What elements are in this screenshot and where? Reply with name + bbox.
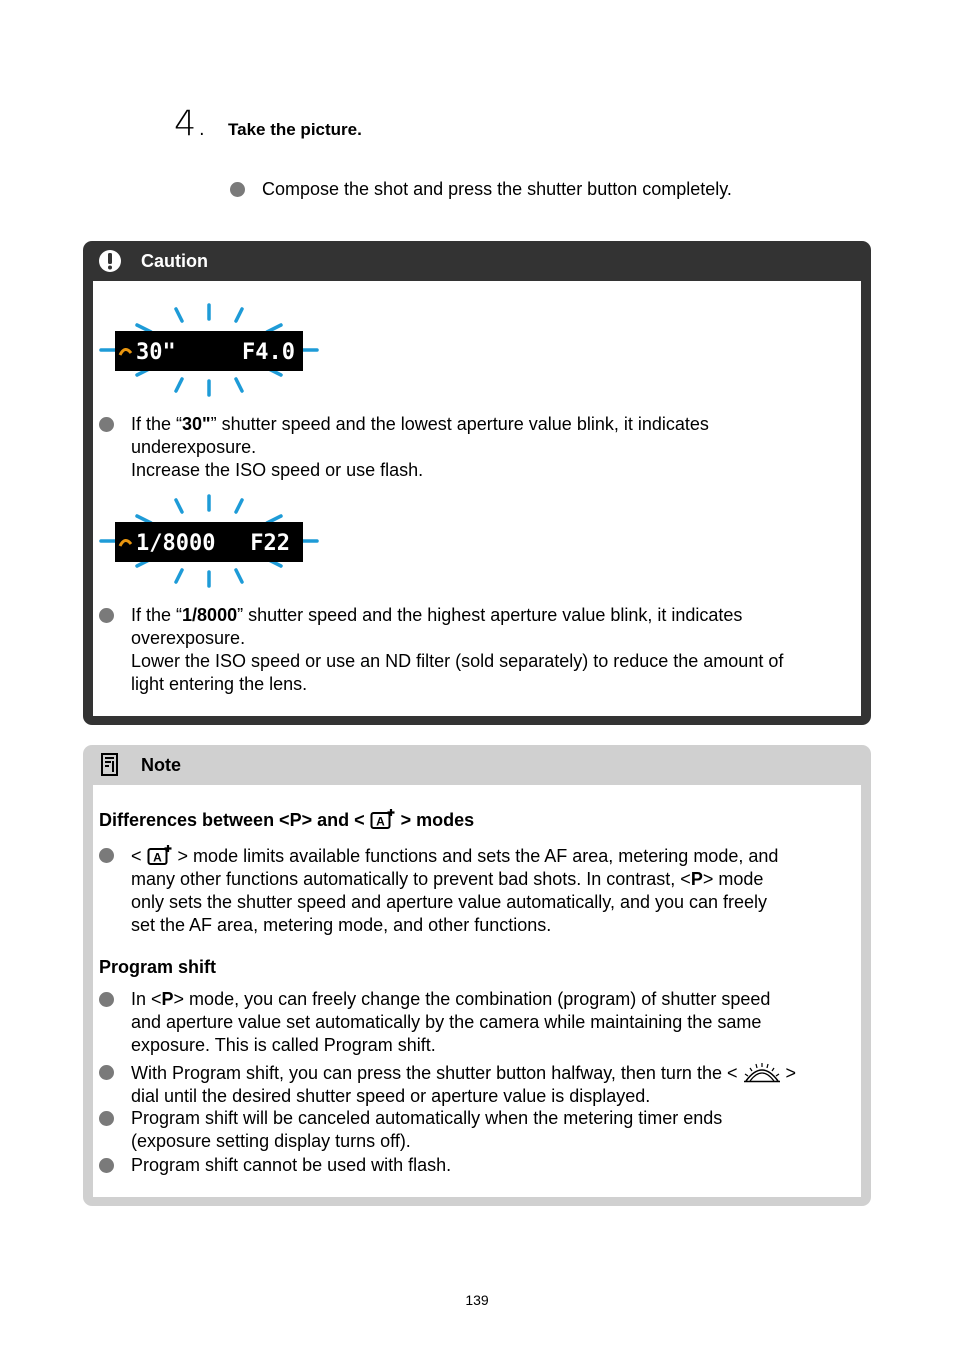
bullet-icon	[99, 417, 114, 432]
text: overexposure.	[131, 628, 246, 648]
bullet-icon	[99, 1065, 114, 1080]
text: dial until the desired shutter speed or aperture value is displayed.	[131, 1086, 651, 1106]
text: If the “	[131, 414, 183, 434]
caution-box	[83, 241, 871, 725]
text: light entering the lens.	[131, 674, 308, 694]
lcd-shutter-text: 30"	[136, 340, 176, 365]
text: >	[785, 1063, 797, 1083]
scene-intelligent-auto-icon	[147, 844, 173, 866]
note-body	[93, 785, 861, 1197]
note-item-flash	[99, 1154, 839, 1177]
svg-text:A: A	[375, 814, 385, 829]
note-header	[83, 745, 871, 785]
text: > mode, you can freely change the combination (program) of shutter speed	[173, 989, 771, 1009]
bullet-icon	[99, 608, 114, 623]
bullet-icon	[99, 1111, 114, 1126]
lcd-blink-underexposure	[97, 301, 319, 399]
shutter-value: 30"	[182, 414, 211, 434]
note-item-mode-differences	[99, 844, 839, 937]
text: > mode	[702, 869, 764, 889]
text: <	[131, 846, 142, 866]
text: Lower the ISO speed or use an ND filter (sold separately) to reduce the amount of	[131, 651, 784, 671]
text: ” shutter speed and the highest aperture value blink, it indicates	[237, 605, 743, 625]
note-item-cancel	[99, 1107, 839, 1153]
page-number: 139	[465, 1292, 489, 1308]
mode-letter: P	[690, 869, 703, 889]
caution-header	[83, 241, 871, 281]
caution-body	[93, 281, 861, 716]
text: set the AF area, metering mode, and other functions.	[131, 915, 552, 935]
note-box	[83, 745, 871, 1206]
lcd-blink-overexposure	[97, 492, 319, 590]
text: and aperture value set automatically by the camera while maintaining the same	[131, 1012, 762, 1032]
lcd-aperture-text: F4.0	[242, 340, 295, 365]
text: ” shutter speed and the lowest aperture value blink, it indicates	[210, 414, 709, 434]
step-number: 4.	[174, 104, 208, 144]
step-bullet-text: Compose the shot and press the shutter button completely.	[262, 179, 732, 199]
svg-text:A: A	[152, 850, 162, 865]
caution-item-underexposure	[99, 413, 839, 482]
caution-item-overexposure	[99, 604, 839, 696]
step-title: Take the picture.	[228, 120, 362, 139]
text: In <	[131, 989, 162, 1009]
text: > mode limits available functions and sets the AF area, metering mode, and	[177, 846, 779, 866]
section-heading-program-shift: Program shift	[99, 957, 217, 977]
bullet-icon	[99, 992, 114, 1007]
mode-letter: P	[161, 989, 174, 1009]
text: Differences between <P> and <	[99, 810, 365, 830]
bullet-icon	[230, 182, 245, 197]
text: With Program shift, you can press the shutter button halfway, then turn the <	[131, 1063, 738, 1083]
memo-icon	[97, 752, 123, 778]
text: > modes	[400, 810, 475, 830]
exclamation-icon	[97, 248, 123, 274]
lcd-aperture-text: F22	[250, 531, 290, 556]
step-bullet	[230, 179, 732, 200]
note-item-dial	[99, 1061, 839, 1108]
text: underexposure.	[131, 437, 257, 457]
text: many other functions automatically to prevent bad shots. In contrast, <	[131, 869, 691, 889]
text: exposure. This is called Program shift.	[131, 1035, 436, 1055]
lcd-shutter-text: 1/8000	[136, 531, 216, 556]
step-heading	[174, 104, 362, 144]
caution-title: Caution	[141, 250, 208, 271]
section-heading-differences	[99, 808, 474, 831]
text: (exposure setting display turns off).	[131, 1131, 411, 1151]
shutter-value: 1/8000	[182, 605, 238, 625]
note-title: Note	[141, 754, 181, 775]
text: Increase the ISO speed or use flash.	[131, 460, 424, 480]
bullet-icon	[99, 848, 114, 863]
text: Program shift will be canceled automatically when the metering timer ends	[131, 1108, 723, 1128]
main-dial-icon	[743, 1061, 781, 1083]
text: Program shift cannot be used with flash.	[131, 1155, 452, 1175]
bullet-icon	[99, 1158, 114, 1173]
text: If the “	[131, 605, 183, 625]
text: only sets the shutter speed and aperture value automatically, and you can freely	[131, 892, 768, 912]
scene-intelligent-auto-icon	[370, 808, 396, 830]
note-item-program-shift	[99, 988, 839, 1057]
